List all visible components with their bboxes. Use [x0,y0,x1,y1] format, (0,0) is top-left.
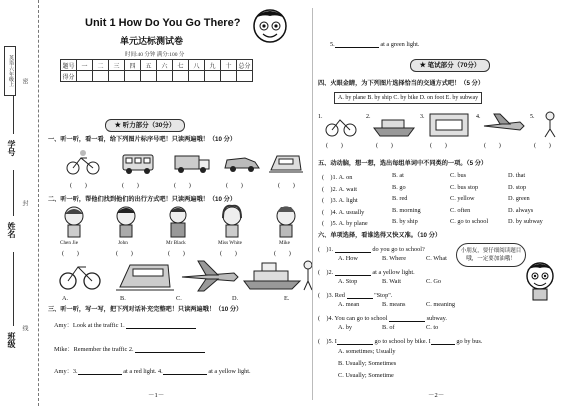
ship-icon [366,114,414,136]
answer-line[interactable] [347,292,373,299]
seal-char: 封 [21,200,27,206]
class-line [13,252,14,326]
score-row [61,71,253,82]
q5-option[interactable]: B. at [392,172,404,179]
person-name: Mike [279,240,290,246]
question-stem: subway. [426,315,447,322]
q5-option[interactable]: C. often [450,206,471,214]
svg-text:4.: 4. [476,114,481,120]
question-stem: ( )1. [318,246,334,253]
boy-icon [117,207,135,237]
q5-item-stem: ( )3. A. light [322,197,358,204]
option-letter: B. [120,295,126,302]
walking-people-icon [304,261,312,290]
binding-strip [0,0,39,406]
svg-text:5.: 5. [530,114,535,120]
question-stem: "Stop". [374,292,393,299]
bus-icon [123,155,153,174]
q5-item-stem: ( )2. A. wait [322,185,357,193]
svg-text:3.: 3. [420,114,425,120]
q5-option[interactable]: B. morning [392,206,421,214]
test-meta: 时间:40 分钟 满分:100 分 [125,52,185,58]
answer-blank[interactable]: ( ) [116,250,133,257]
answer-line[interactable] [337,338,373,345]
score-header-cell: 五 [141,60,157,71]
answer-line[interactable] [335,246,371,253]
score-row-label: 得分 [61,71,77,82]
seal-char: 密 [21,78,27,84]
question-stem: ( )4. You can go to school [318,315,388,322]
score-header-cell: 四 [125,60,141,71]
answer-blank[interactable]: ( ) [430,142,447,149]
score-header-cell: 八 [189,60,205,71]
q5-option[interactable]: C. go to school [450,218,489,225]
q6-option[interactable]: A. by [338,324,352,331]
q1-instruction: 一、听一听，看一看，给下列图片标序号吧！只读两遍哦！（10 分） [48,136,237,143]
bike-icon [67,150,99,174]
question-stem: go to school by bike. I [374,338,431,345]
grade-tag: 英语·六年级上 [4,46,16,96]
answer-blank[interactable]: ( ) [70,182,87,189]
score-header-cell: 十 [221,60,237,71]
answer-blank[interactable]: ( ) [376,142,393,149]
bike-icon [60,267,100,289]
answer-line[interactable] [335,269,371,276]
q6-option[interactable]: B. Where [382,255,407,262]
q6-option[interactable]: B. Usually; Sometimes [338,360,397,367]
score-cell[interactable] [205,71,221,82]
answer-line[interactable] [163,368,207,375]
q6-option[interactable]: A. How [338,255,358,262]
score-table [60,59,253,82]
woman-icon [223,206,241,237]
answer-line[interactable] [135,346,205,353]
answer-line[interactable] [335,41,379,48]
dialogue-text: Amy：Look at the traffic 1. [54,322,125,329]
score-cell[interactable] [141,71,157,82]
option-letter: E. [284,295,290,302]
q6-item-stem [318,244,425,253]
q3-line-5 [330,41,419,48]
q6-item-stem [318,313,447,322]
star-icon: ★ [419,62,426,69]
name-label: 姓名 [7,222,16,238]
q5-option[interactable]: B. by ship [392,218,418,225]
q5-option[interactable]: B. red [392,195,408,202]
q3-line-2 [54,344,205,353]
train-icon [269,156,303,172]
listening-banner-text: 听力部分（30分） [122,122,176,129]
q6-item-stem [318,290,392,299]
score-header-row [61,60,253,71]
page-number: －1－ [148,392,165,399]
answer-blank[interactable]: ( ) [534,142,551,149]
q5-option[interactable]: D. by subway [508,218,543,225]
score-header-cell: 六 [157,60,173,71]
plane-icon [476,114,524,130]
unit-title: Unit 1 How Do You Go There? [85,17,241,29]
option-letter: D. [232,295,239,302]
score-cell[interactable] [173,71,189,82]
person-name: Chen Jie [60,240,79,246]
dialogue-text: 5. [330,41,335,48]
bike-icon [318,114,356,136]
q5-instruction: 五、动动脑，想一想，选出每组单词中不同类的一项。（5 分） [318,160,488,167]
answer-line[interactable] [431,338,455,345]
q6-option[interactable]: A. mean [338,301,360,308]
answer-blank[interactable]: ( ) [62,250,79,257]
question-stem: at a yellow light. [372,269,415,276]
truck-icon [175,156,209,173]
plane-icon [182,261,238,291]
q4-pictures [318,108,568,138]
q1-pictures [63,148,303,176]
question-stem: do you go to school? [372,246,425,253]
answer-blank[interactable]: ( ) [278,182,295,189]
answer-blank[interactable]: ( ) [326,142,343,149]
dialogue-text: Amy：3. [54,368,78,375]
written-banner-text: 笔试部分（70分） [427,62,481,69]
train-icon [116,265,174,290]
person-name: Miss White [218,240,242,246]
q6-option[interactable]: C. What [426,255,447,262]
q6-option[interactable]: B. Wait [382,278,401,285]
score-header-cell: 九 [205,60,221,71]
answer-blank[interactable]: ( ) [122,182,139,189]
q5-item-stem: ( )4. A. usually [322,208,365,216]
person-name: John [118,240,128,246]
q5-option[interactable]: D. that [508,172,526,179]
class-label: 班级 [7,332,16,348]
score-header-cell: 三 [109,60,125,71]
score-cell[interactable] [157,71,173,82]
option-letter: C. [176,295,182,302]
score-cell[interactable] [237,71,253,82]
listening-banner [105,119,185,132]
q3-line-3 [54,366,251,375]
boy-icon [277,207,295,237]
man-icon [170,207,186,237]
q6-instruction: 六、单项选择，看谁选得又快又准。（10 分） [318,232,442,239]
q5-option[interactable]: D. green [508,195,530,202]
q5-item-stem: ( )5. A. by plane [322,220,368,227]
q6-option[interactable]: C. Usually; Sometime [338,372,394,379]
svg-text:1.: 1. [318,114,323,120]
q6-option[interactable]: C. Go [426,278,442,285]
q2-transport-pictures [58,257,318,293]
answer-blank[interactable]: ( ) [174,182,191,189]
seal-char: 线 [21,325,27,331]
mascot-icon [520,258,560,302]
svg-text:2.: 2. [366,114,371,120]
q6-option[interactable]: A. sometimes; Usually [338,348,396,355]
car-icon [225,158,259,172]
dialogue-text: at a yellow light. [208,368,251,375]
answer-line[interactable] [389,315,425,322]
score-header-cell: 一 [77,60,93,71]
q5-option[interactable]: B. go [392,183,406,191]
q2-instruction: 二、听一听，帮他们找到他们的出行方式吧！只读两遍哦！（10 分） [48,196,237,203]
dialogue-text: at a green light. [380,41,420,48]
subway-icon [420,114,468,136]
answer-line[interactable] [126,322,196,329]
page-divider [312,8,313,400]
q6-option[interactable]: B. of [382,324,395,331]
person-name: Mr Black [166,240,186,246]
q5-option[interactable]: C. bus stop [450,183,479,191]
score-cell[interactable] [93,71,109,82]
question-stem: ( )2. [318,269,334,276]
q5-option[interactable]: C. bus [450,172,467,179]
answer-blank[interactable]: ( ) [226,182,243,189]
q3-instruction: 三、听一听，写一写，把下列对话补充完整吧！只读两遍哦！（10 分） [48,306,243,313]
q5-item-stem: ( )1. A. on [322,174,353,181]
score-cell[interactable] [125,71,141,82]
ship-icon [244,263,300,289]
question-stem: ( )5. I [318,338,337,345]
name-line [13,170,14,216]
q5-option[interactable]: D. always [508,206,534,214]
question-stem: ( )3. Red [318,292,345,299]
q2-people [60,204,310,238]
written-banner [410,59,490,72]
q5-option[interactable]: C. yellow [450,195,475,202]
q4-options-box: A. by plane B. by ship C. by bike D. on foot E. by subway [334,92,482,104]
score-cell[interactable] [221,71,237,82]
answer-blank[interactable]: ( ) [274,250,291,257]
test-title: 单元达标测试卷 [120,36,184,46]
score-cell[interactable] [189,71,205,82]
answer-blank[interactable]: ( ) [168,250,185,257]
q6-option[interactable]: C. meaning [426,301,456,308]
score-cell[interactable] [109,71,125,82]
score-header-cell: 二 [93,60,109,71]
answer-blank[interactable]: ( ) [484,142,501,149]
question-stem: go by bus. [456,338,483,345]
girl-icon [65,207,83,237]
score-header-cell: 总分 [237,60,253,71]
dialogue-text: Mike：Remember the traffic 2. [54,346,134,353]
id-label: 学号 [7,140,16,156]
dialogue-text: at a red light. 4. [123,368,163,375]
page-number: －2－ [428,392,445,399]
star-icon: ★ [114,122,121,129]
option-letter: A. [62,295,69,302]
id-line [13,96,14,134]
score-cell[interactable] [77,71,93,82]
q4-instruction: 四、火眼金睛，为下列图片选择恰当的交通方式吧！（5 分） [318,80,485,87]
hint-bubble: 小朋友，要仔细阅读题目哦，一定要加油哦！ [456,243,526,267]
q6-item-stem [318,267,415,276]
q5-option[interactable]: D. stop [508,183,527,191]
answer-blank[interactable]: ( ) [220,250,237,257]
q6-option[interactable]: A. Stop [338,278,358,285]
walking-icon [530,112,555,137]
q6-option[interactable]: C. to [426,324,439,331]
answer-line[interactable] [78,368,122,375]
q6-option[interactable]: B. means [382,301,406,308]
score-header-cell: 题号 [61,60,77,71]
q6-item-5 [318,336,482,345]
score-header-cell: 七 [173,60,189,71]
mascot-icon [245,4,295,48]
q3-line-1 [54,320,196,329]
